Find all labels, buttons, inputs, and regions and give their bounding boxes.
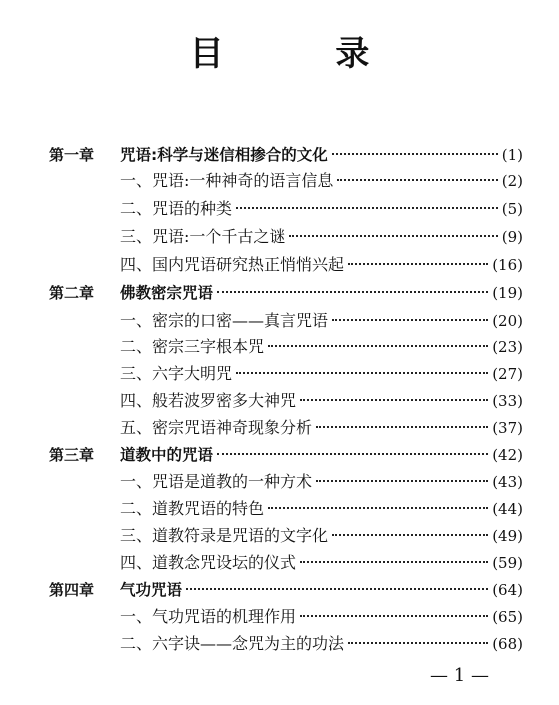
chapter-title: 气功咒语 [120,581,183,599]
toc-row-section [0,415,559,441]
page-ref: (64) [492,581,523,599]
page-ref: (2) [501,172,523,190]
toc-row-section [0,496,559,522]
section-title: 二、密宗三字根本咒 [120,337,265,356]
page-ref: (49) [492,527,523,545]
section-title: 一、咒语是道教的一种方术 [120,472,313,491]
page-ref: (33) [492,392,523,410]
page-ref: (5) [501,200,523,218]
page-ref: (19) [492,284,523,302]
chapter-title: 咒语:科学与迷信相掺合的文化 [120,146,328,164]
page-ref: (1) [501,146,523,164]
section-title: 三、道教符录是咒语的文字化 [120,526,329,545]
section-title: 四、国内咒语研究热正悄悄兴起 [120,255,345,274]
toc-row-section [0,523,559,549]
page-ref: (68) [492,635,523,653]
section-title: 四、道教念咒设坛的仪式 [120,553,297,572]
toc-row-chapter-4 [0,577,559,603]
section-title: 一、密宗的口密——真言咒语 [120,311,329,330]
page-ref: (37) [492,419,523,437]
toc-row-section [0,334,559,360]
leader-dots [236,372,488,374]
section-title: 五、密宗咒语神奇现象分析 [120,418,313,437]
page-ref: (23) [492,338,523,356]
toc-row-section [0,196,559,222]
toc-row-section [0,224,559,250]
toc-row-chapter-2 [0,280,559,306]
leader-dots [332,319,488,321]
toc-row-section [0,168,559,194]
leader-dots [217,453,488,455]
section-title: 四、般若波罗密多大神咒 [120,391,297,410]
toc-row-section [0,388,559,414]
leader-dots [300,399,488,401]
leader-dots [316,426,488,428]
section-title: 三、咒语:一个千古之谜 [120,227,286,246]
page-ref: (65) [492,608,523,626]
leader-dots [217,291,488,293]
toc-row-section [0,361,559,387]
page-ref: (9) [501,228,523,246]
chapter-label: 第四章 [49,581,95,599]
leader-dots [236,207,498,209]
leader-dots [348,642,488,644]
section-title: 一、气功咒语的机理作用 [120,607,297,626]
chapter-label: 第一章 [49,146,95,164]
page-ref: (42) [492,446,523,464]
leader-dots [268,345,488,347]
leader-dots [186,588,488,590]
toc-row-section [0,631,559,657]
leader-dots [348,263,488,265]
page-ref: (16) [492,256,523,274]
page-ref: (20) [492,312,523,330]
leader-dots [337,179,497,181]
toc-row-section [0,550,559,576]
chapter-title: 佛教密宗咒语 [120,284,214,302]
page-number: — 1 — [430,665,489,686]
section-title: 二、六字诀——念咒为主的功法 [120,634,345,653]
toc-row-section [0,308,559,334]
section-title: 二、咒语的种类 [120,199,233,218]
toc-row-chapter-1 [0,142,559,168]
toc-row-section [0,604,559,630]
leader-dots [289,235,497,237]
page-ref: (27) [492,365,523,383]
leader-dots [332,534,488,536]
section-title: 三、六字大明咒 [120,364,233,383]
page-ref: (43) [492,473,523,491]
page-title: 目 录 [189,34,420,74]
section-title: 二、道教咒语的特色 [120,499,265,518]
leader-dots [300,615,488,617]
page-ref: (59) [492,554,523,572]
page-ref: (44) [492,500,523,518]
chapter-label: 第三章 [49,446,95,464]
leader-dots [332,153,498,155]
leader-dots [268,507,488,509]
chapter-label: 第二章 [49,284,95,302]
leader-dots [316,480,488,482]
toc-row-chapter-3 [0,442,559,468]
toc-row-section [0,252,559,278]
leader-dots [300,561,488,563]
section-title: 一、咒语:一种神奇的语言信息 [120,171,334,190]
chapter-title: 道教中的咒语 [120,446,214,464]
toc-row-section [0,469,559,495]
